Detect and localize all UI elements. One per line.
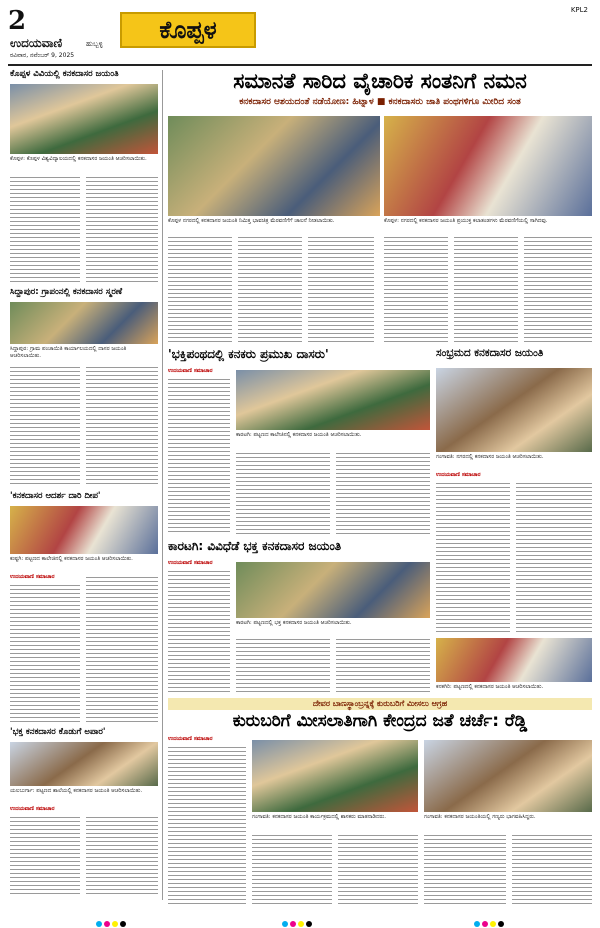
story2-caption: ಸಿದ್ದಾಪುರ: ಗ್ರಾಮ ಪಂಚಾಯಿತಿ ಕಾರ್ಯಾಲಯದಲ್ಲಿ ದಾಸರ ಜಯಂತಿ ಆಚರಿಸಲಾಯಿತು. bbox=[10, 346, 127, 359]
story4-text-a bbox=[10, 814, 80, 894]
middle-story2-photo bbox=[236, 562, 430, 618]
masthead-rule bbox=[8, 64, 592, 66]
bottom-photo-right bbox=[424, 740, 592, 812]
story3-headline: 'ಕನಕದಾಸರ ಆದರ್ಶ ದಾರಿ ದೀಪ' bbox=[10, 491, 101, 501]
story3-byline: ಉದಯವಾಣಿ ಸಮಾಚಾರ bbox=[10, 574, 55, 580]
paper-name: ಉದಯವಾಣಿ bbox=[10, 36, 63, 50]
right-headline: ಸಂಭ್ರಮದ ಕನಕದಾಸರ ಜಯಂತಿ bbox=[436, 347, 544, 359]
middle-story1-text-c bbox=[336, 450, 430, 534]
middle-story2-caption: ಕಾರಟಗಿ: ಪಟ್ಟಣದಲ್ಲಿ ಭಕ್ತ ಕನಕದಾಸರ ಜಯಂತಿ ಆಚರಿಸಲಾಯಿತು. bbox=[236, 620, 352, 626]
story4-photo bbox=[10, 742, 158, 786]
lead-headline: ಸಮಾನತೆ ಸಾರಿದ ವೈಚಾರಿಕ ಸಂತನಿಗೆ ನಮನ bbox=[233, 69, 527, 93]
right-photo-2 bbox=[436, 638, 592, 682]
middle-story1-text-a bbox=[168, 376, 230, 534]
story2-text-a bbox=[10, 364, 80, 486]
right-caption-2: ಕನಕಗಿರಿ: ಪಟ್ಟಣದಲ್ಲಿ ಕನಕದಾಸರ ಜಯಂತಿ ಆಚರಿಸಲಾಯಿತು. bbox=[436, 684, 544, 690]
masthead bbox=[8, 6, 592, 62]
lead-photo-right bbox=[384, 116, 592, 216]
lead-text-2 bbox=[238, 234, 302, 342]
lead-text-1 bbox=[168, 234, 232, 342]
story2-text-b bbox=[86, 364, 158, 486]
story1-photo bbox=[10, 84, 158, 154]
lead-text-5 bbox=[454, 234, 518, 342]
story3-caption: ಕುಷ್ಟಗಿ: ಪಟ್ಟಣದ ಕಾಲೇಜಿನಲ್ಲಿ ಕನಕದಾಸರ ಜಯಂತಿ ಆಚರಿಸಲಾಯಿತು. bbox=[10, 556, 133, 562]
registration-marks-left bbox=[96, 912, 128, 928]
lead-caption-right: ಕೊಪ್ಪಳ: ನಗರದಲ್ಲಿ ಕನಕದಾಸರ ಜಯಂತಿ ಪ್ರಯುಕ್ತ ಕಲಾತಂಡಗಳು ಮೆರವಣಿಗೆಯಲ್ಲಿ ಸಾಗಿದವು. bbox=[384, 218, 548, 224]
story3-photo bbox=[10, 506, 158, 554]
bottom-byline: ಉದಯವಾಣಿ ಸಮಾಚಾರ bbox=[168, 736, 213, 742]
middle-story1-photo bbox=[236, 370, 430, 430]
bottom-text-c bbox=[338, 832, 418, 904]
right-caption: ಗಂಗಾವತಿ: ನಗರದಲ್ಲಿ ಕನಕದಾಸರ ಜಯಂತಿ ಆಚರಿಸಲಾಯಿತು. bbox=[436, 454, 544, 460]
lead-photo-left bbox=[168, 116, 380, 216]
middle-story1-caption: ಕಾರಟಗಿ: ಪಟ್ಟಣದ ಕಾಲೇಜಿನಲ್ಲಿ ಕನಕದಾಸರ ಜಯಂತಿ ಆಚರಿಸಲಾಯಿತು. bbox=[236, 432, 362, 438]
middle-story2-text-b bbox=[236, 636, 330, 694]
registration-marks-center bbox=[282, 912, 314, 928]
story3-text-a bbox=[10, 582, 80, 722]
middle-story2-headline: ಕಾರಟಗಿ: ವಿವಿಧೆಡೆ ಭಕ್ತ ಕನಕದಾಸರ ಜಯಂತಿ bbox=[168, 539, 342, 553]
registration-marks-right bbox=[474, 912, 506, 928]
bottom-text-e bbox=[512, 832, 592, 904]
story3-text-b bbox=[86, 574, 158, 722]
story1-caption: ಕೊಪ್ಪಳ: ಕೊಪ್ಪಳ ವಿಶ್ವವಿದ್ಯಾಲಯದಲ್ಲಿ ಕನಕದಾಸರ ಜಯಂತಿ ಆಚರಿಸಲಾಯಿತು. bbox=[10, 156, 147, 162]
left-column bbox=[10, 70, 158, 900]
middle-story2-byline: ಉದಯವಾಣಿ ಸಮಾಚಾರ bbox=[168, 560, 213, 566]
middle-story1-headline: 'ಭಕ್ತಿಪಂಥದಲ್ಲಿ ಕನಕರು ಪ್ರಮುಖ ದಾಸರು' bbox=[168, 347, 329, 361]
story4-headline: 'ಭಕ್ತ ಕನಕದಾಸರ ಕೊಡುಗೆ ಅಪಾರ' bbox=[10, 727, 106, 737]
right-byline: ಉದಯವಾಣಿ ಸಮಾಚಾರ bbox=[436, 472, 481, 478]
story1-headline: ಕೊಪ್ಪಳ ವಿವಿಯಲ್ಲಿ ಕನಕದಾಸರ ಜಯಂತಿ bbox=[10, 69, 119, 79]
bottom-text-a bbox=[168, 744, 246, 904]
middle-story1-text-b bbox=[236, 450, 330, 534]
right-photo bbox=[436, 368, 592, 452]
bottom-photo-left bbox=[252, 740, 418, 812]
bottom-headline: ಕುರುಬರಿಗೆ ಮೀಸಲಾತಿಗಾಗಿ ಕೇಂದ್ರದ ಜತೆ ಚರ್ಚೆ: ರೆಡ್ಡಿ bbox=[232, 711, 528, 731]
bottom-text-b bbox=[252, 832, 332, 904]
bottom-caption-2: ಗಂಗಾವತಿ: ಕನಕದಾಸರ ಜಯಂತಿಯಲ್ಲಿ ಗಣ್ಯರು ಭಾಗವಹಿಸಿದ್ದರು. bbox=[424, 814, 536, 820]
edition-code: KPL2 bbox=[570, 6, 588, 14]
lead-caption-left: ಕೊಪ್ಪಳ ನಗರದಲ್ಲಿ ಕನಕದಾಸರ ಜಯಂತಿ ನಿಮಿತ್ತ ಭಾವಚಿತ್ರ ಮೆರವಣಿಗೆಗೆ ಚಾಲನೆ ನೀಡಲಾಯಿತು. bbox=[168, 218, 335, 224]
bottom-caption-1: ಗಂಗಾವತಿ: ಕನಕದಾಸರ ಜಯಂತಿ ಕಾರ್ಯಕ್ರಮದಲ್ಲಿ ಶಾಸಕರು ಮಾತನಾಡಿದರು. bbox=[252, 814, 386, 820]
page-number: 2 bbox=[8, 6, 27, 36]
bottom-kicker: ದೇವರ ಬಾಣಸ್ಥಾಂಬ್ರನ್ನಕ್ಕೆ ಕುರುಬರಿಗೆ ಮೀಸಲು ಆಗ್ರಹ bbox=[168, 698, 592, 710]
date-line: ರವಿವಾರ, ನವೆಂಬರ್ 9, 2025 bbox=[10, 52, 75, 59]
lead-text-4 bbox=[384, 234, 448, 342]
story2-photo bbox=[10, 302, 158, 344]
column-divider bbox=[162, 70, 163, 900]
middle-story1-byline: ಉದಯವಾಣಿ ಸಮಾಚಾರ bbox=[168, 368, 213, 374]
story2-headline: ಸಿದ್ದಾಪುರ: ಗ್ರಾಪಂನಲ್ಲಿ ಕನಕದಾಸರ ಸ್ಮರಣೆ bbox=[10, 287, 123, 297]
story1-text-b bbox=[86, 174, 158, 284]
story1-text-a bbox=[10, 174, 80, 284]
lead-text-3 bbox=[308, 234, 374, 342]
story4-byline: ಉದಯವಾಣಿ ಸಮಾಚಾರ bbox=[10, 806, 55, 812]
middle-story2-text-a bbox=[168, 568, 230, 694]
story4-caption: ಯಲಬುರ್ಗಾ: ಪಟ್ಟಣದ ಶಾಲೆಯಲ್ಲಿ ಕನಕದಾಸರ ಜಯಂತಿ ಆಚರಿಸಲಾಯಿತು. bbox=[10, 788, 143, 794]
section-title: ಕೊಪ್ಪಳ bbox=[120, 12, 256, 48]
bottom-text-d bbox=[424, 832, 506, 904]
lead-text-6 bbox=[524, 234, 592, 342]
city-tag: ಹುಬ್ಬಳ್ಳಿ bbox=[86, 40, 103, 48]
story4-text-b bbox=[86, 814, 158, 894]
right-text-a bbox=[436, 480, 510, 632]
right-text-b bbox=[516, 480, 592, 632]
middle-story2-text-c bbox=[336, 636, 430, 694]
lead-subheadline: ಕನಕದಾಸರ ಆಶಯದಂತೆ ನಡೆಯೋಣ: ಹಿಟ್ನಾಳ ■ ಕನಕದಾಸರು ಜಾತಿ ಪಂಥಗಳಿಗೂ ಮೀರಿದ ಸಂತ bbox=[239, 97, 521, 107]
